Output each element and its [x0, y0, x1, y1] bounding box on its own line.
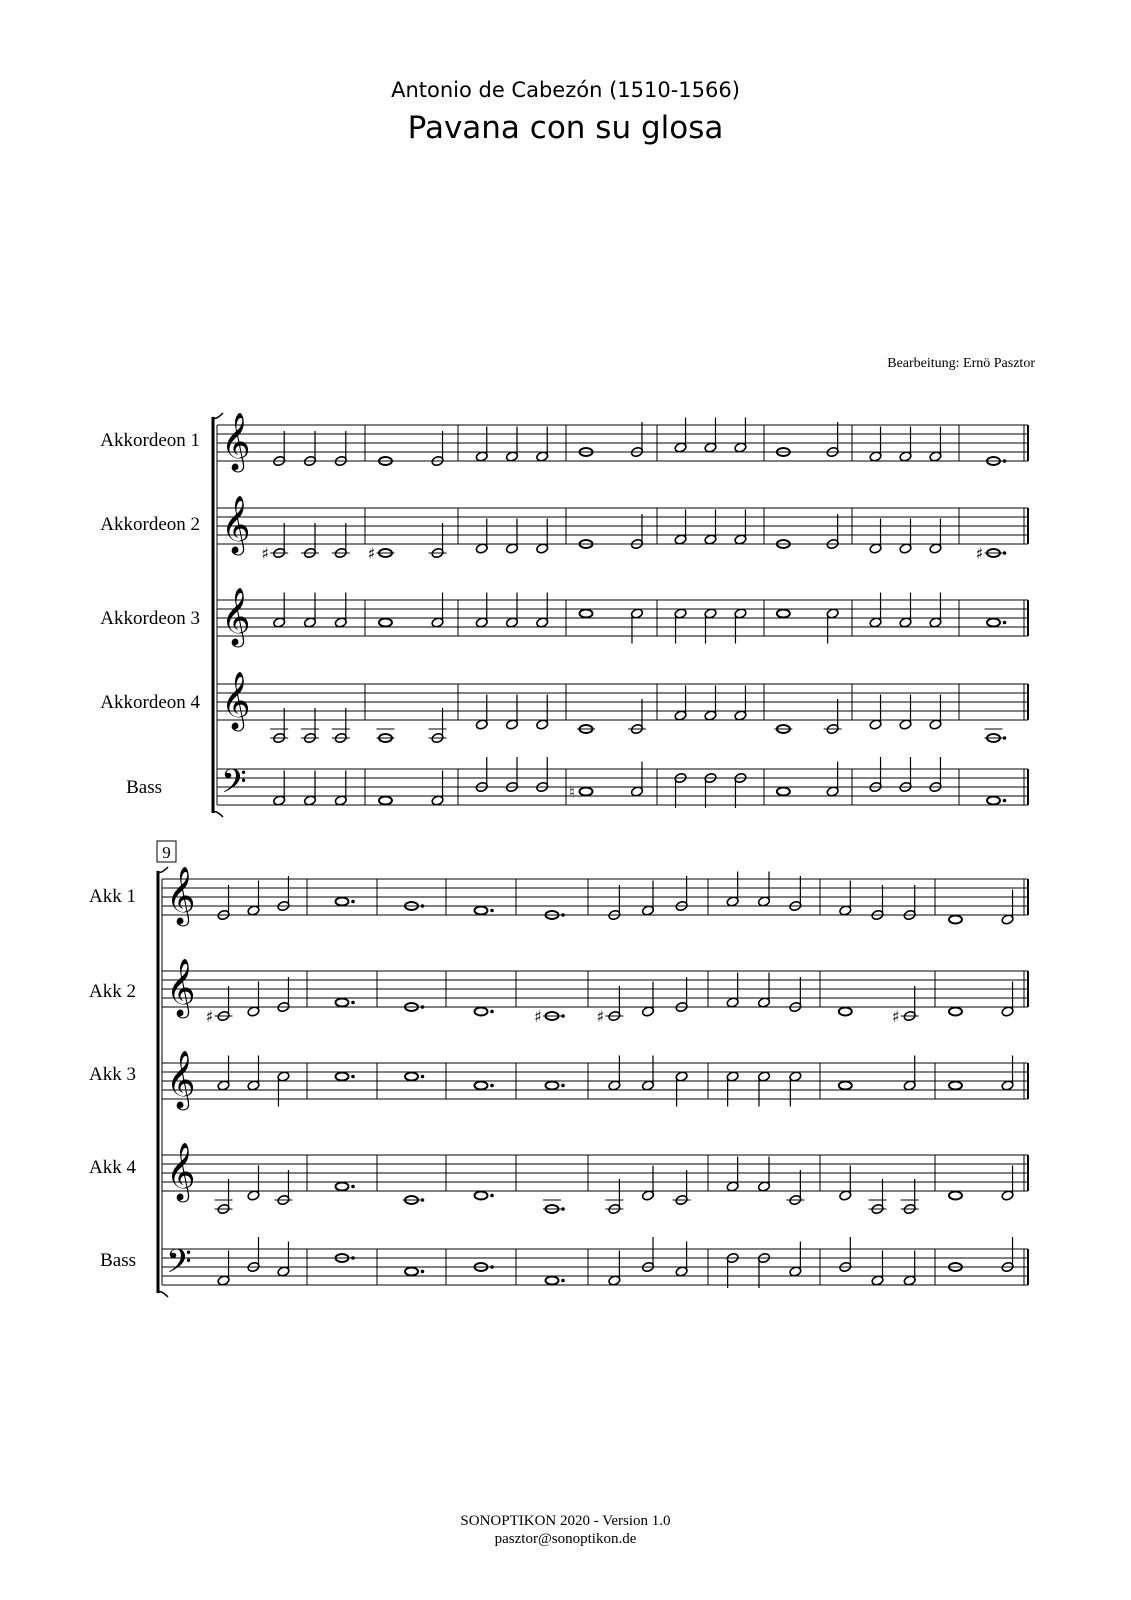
note — [608, 1056, 621, 1092]
note — [596, 986, 623, 1026]
note — [303, 593, 316, 629]
dot — [561, 1014, 565, 1018]
note — [569, 783, 593, 802]
note — [734, 686, 747, 722]
note — [704, 418, 717, 454]
note — [475, 1082, 494, 1090]
staff-label-akk-2: Akk 2 — [89, 981, 136, 1002]
note — [334, 771, 347, 807]
note — [431, 771, 444, 807]
note — [403, 1196, 425, 1204]
note — [641, 982, 654, 1018]
note — [869, 593, 882, 629]
note — [270, 708, 288, 744]
dot — [421, 1198, 425, 1202]
note — [605, 1179, 623, 1215]
note — [734, 418, 747, 454]
note — [217, 1251, 230, 1287]
notehead — [475, 1082, 488, 1090]
dot — [421, 1270, 425, 1274]
notehead — [475, 1008, 488, 1016]
staff-2 — [162, 958, 1028, 1026]
note — [247, 881, 260, 917]
note — [580, 610, 593, 618]
note — [899, 427, 912, 463]
dot — [1003, 799, 1007, 803]
note — [871, 1251, 884, 1287]
dot — [561, 1207, 565, 1211]
staff-label-bass: Bass — [126, 777, 162, 798]
notehead — [580, 788, 593, 796]
note — [1001, 890, 1014, 926]
note — [726, 973, 739, 1009]
dot — [351, 900, 355, 904]
staff-1 — [162, 866, 1028, 927]
note — [892, 986, 919, 1026]
note — [789, 1242, 802, 1278]
note — [336, 1183, 355, 1191]
staff-3 — [217, 587, 1028, 648]
note — [247, 1166, 260, 1202]
staff-4 — [162, 1142, 1028, 1215]
note — [628, 699, 646, 735]
treble-clef-icon: 𝄞 — [166, 866, 196, 924]
note — [674, 510, 687, 546]
note — [475, 907, 494, 915]
note — [899, 695, 912, 731]
notehead — [777, 788, 790, 796]
sharp-icon: ♯ — [596, 1007, 605, 1026]
notehead — [379, 797, 392, 805]
note — [301, 523, 319, 559]
notehead — [546, 1082, 559, 1090]
notehead — [949, 1192, 962, 1200]
note — [261, 523, 288, 563]
treble-clef-icon: 𝄞 — [166, 1050, 196, 1108]
dot — [490, 1084, 494, 1088]
dot — [490, 1265, 494, 1269]
dot — [421, 1005, 425, 1009]
note — [536, 593, 549, 629]
note — [630, 762, 643, 798]
staff-label-akkordeon-4: Akkordeon 4 — [100, 692, 200, 713]
note — [976, 544, 1007, 563]
note — [475, 1192, 494, 1200]
note — [987, 619, 1006, 627]
notehead — [336, 898, 349, 906]
notehead — [949, 1008, 962, 1016]
note — [505, 519, 518, 555]
footer-email: pasztor@sonoptikon.de — [494, 1531, 637, 1547]
note — [376, 729, 394, 742]
notehead — [580, 610, 593, 618]
staff-4 — [217, 671, 1028, 744]
notehead — [546, 1277, 559, 1285]
dot — [1003, 621, 1007, 625]
staff-label-akk-3: Akk 3 — [89, 1064, 136, 1085]
footer — [0, 1512, 1131, 1548]
note — [757, 973, 770, 1009]
note — [247, 982, 260, 1018]
note — [869, 1179, 887, 1215]
note — [869, 695, 882, 731]
note — [1001, 1166, 1014, 1202]
note — [869, 427, 882, 463]
sharp-icon: ♯ — [975, 544, 984, 563]
note — [277, 1071, 290, 1107]
note — [726, 872, 739, 908]
note — [277, 1242, 290, 1278]
note — [641, 1056, 654, 1092]
note — [367, 544, 394, 563]
note — [336, 898, 355, 906]
note — [839, 1166, 852, 1202]
note — [704, 608, 717, 644]
note — [608, 1251, 621, 1287]
note — [334, 593, 347, 629]
note — [336, 1073, 355, 1081]
note — [673, 1170, 691, 1206]
note — [273, 593, 286, 629]
note — [273, 771, 286, 807]
notehead — [336, 1183, 349, 1191]
note — [824, 699, 842, 735]
sharp-icon: ♯ — [891, 1007, 900, 1026]
note — [949, 1192, 962, 1200]
note — [869, 519, 882, 555]
note — [505, 593, 518, 629]
staff-2 — [217, 495, 1028, 563]
note — [274, 1170, 292, 1206]
note — [301, 708, 319, 744]
note — [903, 1251, 916, 1287]
sharp-icon: ♯ — [261, 544, 269, 563]
note — [929, 427, 942, 463]
note — [675, 1242, 688, 1278]
note — [475, 519, 488, 555]
staff-5 — [217, 757, 1028, 809]
note — [475, 427, 488, 463]
natural-icon: ♮ — [569, 782, 575, 802]
staff-label-bass-2: Bass — [100, 1250, 136, 1271]
dot — [421, 1075, 425, 1079]
note — [505, 695, 518, 731]
note — [674, 608, 687, 644]
staff-label-akkordeon-3: Akkordeon 3 — [100, 608, 200, 629]
sharp-icon: ♯ — [534, 1007, 542, 1026]
note — [826, 762, 839, 798]
notehead — [949, 916, 962, 924]
treble-clef-icon: 𝄞 — [221, 495, 251, 553]
notehead — [336, 999, 349, 1007]
staff-5 — [162, 1237, 1028, 1289]
dot — [1003, 551, 1007, 555]
arranger-credit: Bearbeitung: Ernö Pasztor — [887, 356, 1035, 371]
notehead — [336, 1073, 349, 1081]
note — [734, 608, 747, 644]
note — [641, 881, 654, 917]
note — [1001, 982, 1014, 1018]
note — [826, 608, 839, 644]
note — [336, 999, 355, 1007]
staff-label-akkordeon-2: Akkordeon 2 — [100, 514, 200, 535]
dot — [490, 1010, 494, 1014]
note — [949, 1008, 962, 1016]
note — [536, 427, 549, 463]
note — [405, 1268, 424, 1276]
treble-clef-icon: 𝄞 — [166, 1142, 196, 1200]
note — [379, 797, 392, 805]
staff-label-akk-4: Akk 4 — [89, 1157, 136, 1178]
measure-number-box — [157, 841, 176, 862]
dot — [421, 904, 425, 908]
dot — [561, 1084, 565, 1088]
note — [985, 729, 1007, 742]
footer-copyright: SONOPTIKON 2020 - Version 1.0 — [460, 1513, 671, 1529]
note — [757, 1071, 770, 1107]
note — [899, 519, 912, 555]
note — [534, 1007, 565, 1026]
staff-1 — [217, 412, 1028, 473]
note — [704, 686, 717, 722]
dot — [490, 1194, 494, 1198]
note — [215, 1179, 233, 1215]
treble-clef-icon: 𝄞 — [221, 671, 251, 729]
treble-clef-icon: 𝄞 — [221, 412, 251, 470]
note — [475, 695, 488, 731]
note — [675, 1071, 688, 1107]
note — [929, 593, 942, 629]
note — [303, 771, 316, 807]
note — [839, 881, 852, 917]
note — [674, 418, 687, 454]
note — [332, 523, 350, 559]
note — [405, 1073, 424, 1081]
note — [704, 510, 717, 546]
notehead — [839, 1008, 852, 1016]
note — [734, 510, 747, 546]
notehead — [839, 1082, 852, 1090]
notehead — [475, 907, 488, 915]
dot — [561, 1279, 565, 1283]
dot — [490, 909, 494, 913]
system-1 — [213, 412, 1028, 817]
dot — [561, 913, 565, 917]
dot — [1003, 736, 1007, 740]
notehead — [987, 619, 1000, 627]
note — [206, 986, 233, 1026]
note — [839, 1082, 852, 1090]
bass-clef-icon: 𝄢 — [221, 763, 247, 809]
note — [1001, 1056, 1014, 1092]
note — [674, 686, 687, 722]
bracket-bottom — [158, 1292, 168, 1297]
note — [379, 619, 392, 627]
note — [777, 788, 790, 796]
staff-label-akk-1: Akk 1 — [89, 886, 136, 907]
sharp-icon: ♯ — [367, 544, 376, 563]
notehead — [475, 1192, 488, 1200]
note — [630, 608, 643, 644]
measure-number: 9 — [162, 843, 171, 862]
dot — [351, 1256, 355, 1260]
note — [429, 708, 447, 744]
composer-line: Antonio de Cabezón (1510-1566) — [391, 78, 740, 102]
bracket-bottom — [213, 812, 223, 817]
note — [546, 1277, 565, 1285]
note — [789, 1071, 802, 1107]
note — [929, 695, 942, 731]
note — [247, 1056, 260, 1092]
note — [332, 708, 350, 744]
system-2 — [158, 866, 1028, 1297]
dot — [351, 1001, 355, 1005]
note — [429, 523, 447, 559]
note — [903, 1056, 916, 1092]
note — [757, 1157, 770, 1193]
staff-3 — [162, 1050, 1028, 1111]
notehead — [405, 1268, 418, 1276]
note — [577, 725, 595, 733]
note — [774, 725, 792, 733]
bass-clef-icon: 𝄢 — [166, 1243, 192, 1289]
note — [901, 1179, 919, 1215]
staff-label-akkordeon-1: Akkordeon 1 — [100, 430, 200, 451]
notehead — [777, 610, 790, 618]
note — [726, 1157, 739, 1193]
note — [987, 797, 1006, 805]
treble-clef-icon: 𝄞 — [166, 958, 196, 1016]
piece-title: Pavana con su glosa — [407, 110, 724, 146]
notehead — [405, 1073, 418, 1081]
note — [949, 916, 962, 924]
dot — [351, 1075, 355, 1079]
treble-clef-icon: 𝄞 — [221, 587, 251, 645]
notehead — [949, 1082, 962, 1090]
note — [536, 519, 549, 555]
note — [757, 872, 770, 908]
note — [475, 593, 488, 629]
note — [949, 1082, 962, 1090]
note — [839, 1008, 852, 1016]
dot — [351, 1185, 355, 1189]
notehead — [379, 619, 392, 627]
note — [543, 1200, 565, 1213]
note — [475, 1008, 494, 1016]
note — [929, 519, 942, 555]
note — [217, 1056, 230, 1092]
note — [536, 695, 549, 731]
note — [546, 1082, 565, 1090]
note — [899, 593, 912, 629]
sharp-icon: ♯ — [205, 1007, 214, 1026]
note — [641, 1166, 654, 1202]
note — [777, 610, 790, 618]
notehead — [987, 797, 1000, 805]
dot — [1003, 459, 1007, 463]
note — [726, 1071, 739, 1107]
note — [431, 593, 444, 629]
note — [505, 427, 518, 463]
note — [786, 1170, 804, 1206]
